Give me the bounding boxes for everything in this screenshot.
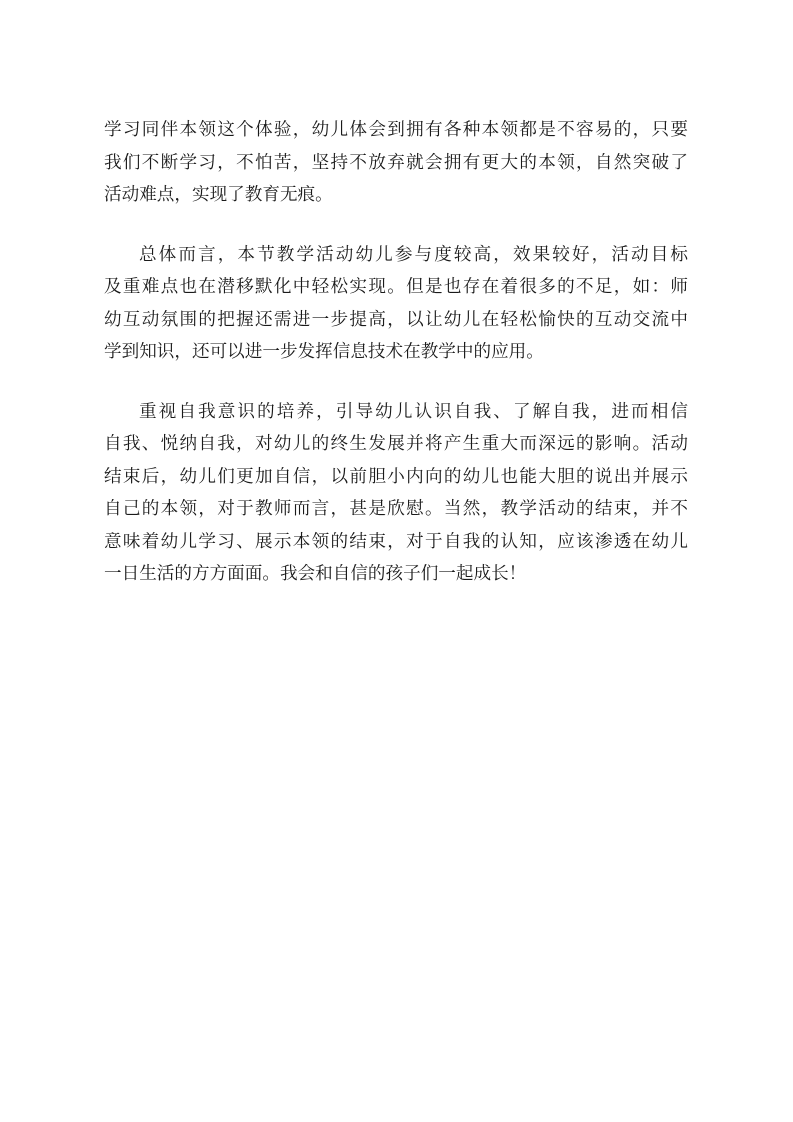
text-line: 自我、悦纳自我，对幼儿的终生发展并将产生重大而深远的影响。活动 (104, 434, 688, 454)
text-line: 及重难点也在潜移默化中轻松实现。但是也存在着很多的不足，如：师 (104, 277, 688, 297)
text-line: 学到知识，还可以进一步发挥信息技术在教学中的应用。 (104, 342, 544, 362)
text-line: 总体而言，本节教学活动幼儿参与度较高，效果较好，活动目标 (139, 244, 688, 265)
text-line: 自己的本领，对于教师而言，甚是欣慰。当然，教学活动的结束，并不 (104, 499, 688, 519)
text-line: 幼互动氛围的把握还需进一步提高，以让幼儿在轻松愉快的互动交流中 (104, 309, 688, 330)
text-line: 意味着幼儿学习、展示本领的结束，对于自我的认知，应该渗透在幼儿 (104, 531, 688, 552)
paragraph-2 (104, 239, 688, 369)
text-line: 学习同伴本领这个体验，幼儿体会到拥有各种本领都是不容易的，只要 (104, 120, 688, 140)
document-body (104, 114, 688, 618)
paragraph-1 (104, 114, 688, 212)
text-line: 一日生活的方方面面。我会和自信的孩子们一起成长！ (104, 564, 527, 584)
text-line: 重视自我意识的培养，引导幼儿认识自我、了解自我，进而相信 (139, 401, 688, 422)
text-line: 活动难点，实现了教育无痕。 (104, 185, 333, 205)
text-line: 我们不断学习，不怕苦，坚持不放弃就会拥有更大的本领，自然突破了 (104, 152, 688, 173)
paragraph-3 (104, 396, 688, 591)
text-line: 结束后，幼儿们更加自信，以前胆小内向的幼儿也能大胆的说出并展示 (104, 466, 688, 487)
